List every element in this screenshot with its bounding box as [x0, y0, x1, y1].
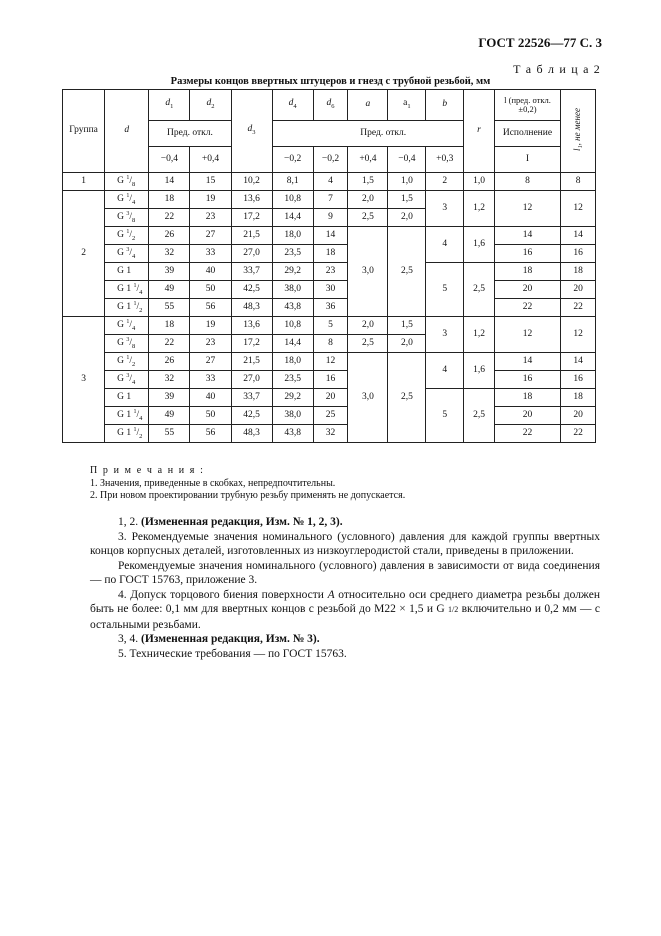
header-d2-text: d: [206, 98, 212, 109]
cell-l1: 22: [561, 299, 596, 317]
cell-b: 3: [426, 191, 464, 227]
table-row: [63, 281, 596, 299]
thread-base: G: [117, 229, 124, 240]
cell-d3: 13,6: [231, 317, 272, 335]
table-row: [63, 263, 596, 281]
pred-otkl-1: Пред. откл.: [149, 121, 231, 147]
cell-a: 2,0: [348, 191, 388, 209]
thread-cell: [105, 407, 149, 425]
thread-numerator: 1: [126, 228, 130, 235]
body-text: [90, 515, 600, 661]
cell-d3: 48,3: [231, 425, 272, 443]
header-a: a: [348, 90, 388, 121]
cell-l: 22: [494, 425, 560, 443]
cell-d4: 43,8: [272, 425, 313, 443]
cell-r: 1,2: [464, 191, 495, 227]
p4-part-a: 4. Допуск торцового биения поверхности: [118, 588, 328, 601]
cell-d4: 14,4: [272, 209, 313, 227]
thread-base: G: [117, 355, 124, 366]
cell-d3: 42,5: [231, 407, 272, 425]
thread-numerator: 1: [126, 354, 130, 361]
cell-d3: 17,2: [231, 209, 272, 227]
cell-d4: 23,5: [272, 371, 313, 389]
cell-d4: 18,0: [272, 227, 313, 245]
cell-d2: 19: [190, 317, 231, 335]
thread-base: G: [117, 247, 124, 258]
cell-d6: 8: [313, 335, 348, 353]
p1-edit-note: (Измененная редакция, Изм. № 1, 2, 3).: [141, 516, 343, 528]
cell-l1: 12: [561, 317, 596, 353]
header-d: d: [105, 90, 149, 173]
thread-cell: [105, 317, 149, 335]
note-2: 2. При новом проектировании трубную резьбу применять не допускается.: [90, 490, 406, 501]
cell-d4: 14,4: [272, 335, 313, 353]
thread-cell: [105, 425, 149, 443]
thread-denominator: 4: [132, 378, 136, 386]
thread-base: G: [117, 193, 124, 204]
notes: [90, 465, 405, 503]
cell-l1: 18: [561, 389, 596, 407]
header-d3: $d_3$: [231, 90, 272, 173]
thread-slash: /: [129, 229, 133, 240]
cell-d2: 27: [190, 353, 231, 371]
cell-l1: 14: [561, 353, 596, 371]
header-d1-text: d: [165, 98, 171, 109]
cell-l: 12: [494, 317, 560, 353]
cell-d2: 40: [190, 389, 231, 407]
thread-denominator: 8: [132, 216, 136, 224]
thread-cell: [105, 173, 149, 191]
cell-d3: 17,2: [231, 335, 272, 353]
cell-d1: 14: [149, 173, 190, 191]
cell-d6: 9: [313, 209, 348, 227]
thread-denominator: 4: [132, 324, 136, 332]
cell-d1: 18: [149, 317, 190, 335]
cell-b: 5: [426, 263, 464, 317]
thread-cell: [105, 227, 149, 245]
table-row: [63, 191, 596, 209]
thread-numerator: 3: [126, 210, 130, 217]
thread-slash: /: [136, 283, 140, 294]
cell-d6: 4: [313, 173, 348, 191]
header-b: b: [426, 90, 464, 121]
thread-numerator: 3: [126, 336, 130, 343]
table-row: [63, 317, 596, 335]
cell-d6: 25: [313, 407, 348, 425]
cell-d1: 55: [149, 299, 190, 317]
table-row: [63, 245, 596, 263]
cell-l: 14: [494, 353, 560, 371]
paragraph-1: [90, 515, 600, 530]
cell-a: 2,5: [348, 209, 388, 227]
header-a1-text: a: [403, 98, 408, 109]
cell-a: 3,0: [348, 353, 388, 443]
cell-d1: 32: [149, 371, 190, 389]
cell-l: 18: [494, 389, 560, 407]
cell-d6: 18: [313, 245, 348, 263]
pred-otkl-2: Пред. откл.: [272, 121, 494, 147]
cell-d1: 39: [149, 263, 190, 281]
cell-b: 4: [426, 227, 464, 263]
cell-d3: 27,0: [231, 371, 272, 389]
header-d3-text: d: [247, 124, 253, 135]
thread-numerator: 1: [133, 282, 137, 289]
thread-cell: [105, 299, 149, 317]
table-row: [63, 173, 596, 191]
cell-d2: 56: [190, 425, 231, 443]
ispolnenie-header: Исполнение: [494, 121, 560, 147]
thread-slash: /: [136, 301, 140, 312]
cell-d3: 33,7: [231, 389, 272, 407]
cell-d2: 19: [190, 191, 231, 209]
thread-cell: [105, 245, 149, 263]
cell-d2: 56: [190, 299, 231, 317]
paragraph-5: [90, 632, 600, 647]
cell-a1: 2,0: [388, 209, 426, 227]
group-cell: 2: [63, 191, 105, 317]
cell-r: 1,6: [464, 353, 495, 389]
cell-d4: 23,5: [272, 245, 313, 263]
table-row: [63, 299, 596, 317]
cell-d2: 50: [190, 407, 231, 425]
cell-d6: 7: [313, 191, 348, 209]
cell-d1: 49: [149, 407, 190, 425]
cell-d4: 29,2: [272, 389, 313, 407]
cell-l: 12: [494, 191, 560, 227]
thread-numerator: 3: [126, 372, 130, 379]
thread-cell: [105, 371, 149, 389]
group-cell: 3: [63, 317, 105, 443]
thread-numerator: 1: [133, 426, 137, 433]
cell-d6: 30: [313, 281, 348, 299]
cell-d4: 43,8: [272, 299, 313, 317]
cell-a1: 1,0: [388, 173, 426, 191]
cell-d2: 33: [190, 245, 231, 263]
tol-a1: −0,4: [388, 147, 426, 173]
cell-d4: 18,0: [272, 353, 313, 371]
thread-cell: [105, 353, 149, 371]
header-l: l (пред. откл. ±0,2): [494, 90, 560, 121]
cell-a1: 1,5: [388, 317, 426, 335]
thread-numerator: 1: [133, 408, 137, 415]
thread-denominator: 4: [132, 198, 136, 206]
cell-d4: 8,1: [272, 173, 313, 191]
cell-d6: 20: [313, 389, 348, 407]
header-a1: $a_1$: [388, 90, 426, 121]
thread-base: G 1: [117, 301, 132, 312]
cell-a1: 2,5: [388, 227, 426, 317]
thread-base: G: [117, 175, 124, 186]
cell-d6: 23: [313, 263, 348, 281]
cell-l: 20: [494, 281, 560, 299]
cell-d2: 23: [190, 335, 231, 353]
cell-l: 20: [494, 407, 560, 425]
cell-d3: 21,5: [231, 353, 272, 371]
table-row: [63, 371, 596, 389]
thread-base: G: [117, 337, 124, 348]
thread-denominator: 8: [132, 342, 136, 350]
cell-d6: 36: [313, 299, 348, 317]
thread-cell: [105, 281, 149, 299]
cell-d4: 38,0: [272, 281, 313, 299]
tol-d1: −0,4: [149, 147, 190, 173]
thread-numerator: 1: [126, 318, 130, 325]
cell-a1: 2,5: [388, 353, 426, 443]
thread-denominator: 2: [139, 306, 143, 314]
thread-base: G 1: [117, 283, 132, 294]
p4-fraction: 1/2: [448, 605, 459, 614]
thread-denominator: 2: [139, 432, 143, 440]
cell-d1: 39: [149, 389, 190, 407]
p4-surface-a: А: [327, 588, 335, 601]
cell-d4: 10,8: [272, 317, 313, 335]
cell-l: 8: [494, 173, 560, 191]
table-body: [63, 173, 596, 443]
cell-r: 1,6: [464, 227, 495, 263]
cell-a: 2,0: [348, 317, 388, 335]
cell-a: 2,5: [348, 335, 388, 353]
paragraph-3: Рекомендуемые значения номинального (условного) давления в зависимости от вида соединения — по ГОСТ 15763, приложение 3.: [90, 559, 600, 586]
header-r: r: [464, 90, 495, 173]
thread-slash: /: [136, 427, 140, 438]
thread-slash: /: [129, 355, 133, 366]
cell-r: 2,5: [464, 389, 495, 443]
cell-a1: 1,5: [388, 191, 426, 209]
dimensions-table: [62, 89, 596, 443]
thread-numerator: 3: [126, 246, 130, 253]
cell-d6: 5: [313, 317, 348, 335]
note-1: 1. Значения, приведенные в скобках, непредпочтительны.: [90, 477, 336, 489]
cell-d1: 49: [149, 281, 190, 299]
thread-denominator: 2: [132, 234, 136, 242]
p4-part-b: относительно оси среднего диаметра резьбы должен быть не более: 0,1 мм для ввертных концов с резьбой до М22 × 1,5 и G: [90, 588, 600, 615]
cell-l: 22: [494, 299, 560, 317]
thread-slash: /: [129, 247, 133, 258]
header-l1: [561, 90, 596, 173]
p5-number: 3, 4.: [118, 633, 141, 645]
cell-l1: 8: [561, 173, 596, 191]
thread-base: G 1: [117, 409, 132, 420]
cell-d3: 42,5: [231, 281, 272, 299]
cell-b: 3: [426, 317, 464, 353]
cell-d2: 40: [190, 263, 231, 281]
cell-d3: 21,5: [231, 227, 272, 245]
header-d1: $d_1$: [149, 90, 190, 121]
cell-a: 3,0: [348, 227, 388, 317]
paragraph-4: [90, 588, 600, 633]
cell-d3: 48,3: [231, 299, 272, 317]
thread-base: G 1: [117, 265, 132, 276]
thread-slash: /: [129, 337, 133, 348]
cell-d2: 23: [190, 209, 231, 227]
cell-d3: 27,0: [231, 245, 272, 263]
cell-d1: 26: [149, 227, 190, 245]
thread-slash: /: [129, 175, 133, 186]
cell-l1: 20: [561, 407, 596, 425]
thread-cell: [105, 335, 149, 353]
cell-l1: 16: [561, 245, 596, 263]
table-row: [63, 227, 596, 245]
cell-l1: 16: [561, 371, 596, 389]
cell-d3: 33,7: [231, 263, 272, 281]
cell-d4: 29,2: [272, 263, 313, 281]
notes-title: П р и м е ч а н и я :: [90, 465, 205, 476]
thread-base: G: [117, 211, 124, 222]
thread-slash: /: [129, 319, 133, 330]
cell-d4: 38,0: [272, 407, 313, 425]
cell-l: 18: [494, 263, 560, 281]
cell-l1: 20: [561, 281, 596, 299]
thread-cell: [105, 263, 149, 281]
thread-cell: [105, 389, 149, 407]
ispolnenie-value: I: [494, 147, 560, 173]
thread-slash: /: [129, 193, 133, 204]
thread-base: G: [117, 373, 124, 384]
tol-a: +0,4: [348, 147, 388, 173]
tol-b: +0,3: [426, 147, 464, 173]
header-d6: $d_6$: [313, 90, 348, 121]
group-cell: 1: [63, 173, 105, 191]
table-row: [63, 353, 596, 371]
p4-part-c: включительно и 0,2 мм — с остальными резьбами.: [90, 603, 600, 631]
table-row: [63, 407, 596, 425]
cell-b: 4: [426, 353, 464, 389]
cell-d1: 55: [149, 425, 190, 443]
cell-d2: 27: [190, 227, 231, 245]
cell-l: 14: [494, 227, 560, 245]
tol-d2: +0,4: [190, 147, 231, 173]
cell-d1: 18: [149, 191, 190, 209]
thread-slash: /: [136, 409, 140, 420]
cell-d6: 12: [313, 353, 348, 371]
cell-r: 1,0: [464, 173, 495, 191]
paragraph-6: 5. Технические требования — по ГОСТ 15763.: [118, 647, 347, 660]
cell-d6: 16: [313, 371, 348, 389]
header-d2: $d_2$: [190, 90, 231, 121]
thread-denominator: 2: [132, 360, 136, 368]
cell-a1: 2,0: [388, 335, 426, 353]
cell-b: 2: [426, 173, 464, 191]
cell-d4: 10,8: [272, 191, 313, 209]
page-header: ГОСТ 22526—77 С. 3: [478, 35, 602, 50]
cell-r: 2,5: [464, 263, 495, 317]
cell-l1: 22: [561, 425, 596, 443]
header-d6-text: d: [326, 98, 332, 109]
tol-d4: −0,2: [272, 147, 313, 173]
header-d4-text: d: [288, 98, 294, 109]
thread-denominator: 4: [139, 414, 143, 422]
cell-d1: 32: [149, 245, 190, 263]
header-group: Группа: [63, 90, 105, 173]
thread-cell: [105, 209, 149, 227]
cell-l: 16: [494, 245, 560, 263]
thread-base: G 1: [117, 391, 132, 402]
table-title: Размеры концов ввертных штуцеров и гнезд с трубной резьбой, мм: [170, 76, 491, 87]
thread-numerator: 1: [126, 192, 130, 199]
paragraph-2: 3. Рекомендуемые значения номинального (условного) давления для каждой группы ввертных концов корпусных деталей, изготовленных из низкоуглеродистой стали, приведены в приложении.: [90, 530, 600, 557]
cell-b: 5: [426, 389, 464, 443]
cell-l: 16: [494, 371, 560, 389]
cell-d3: 13,6: [231, 191, 272, 209]
cell-d1: 26: [149, 353, 190, 371]
thread-numerator: 1: [133, 300, 137, 307]
cell-d1: 22: [149, 209, 190, 227]
cell-d2: 33: [190, 371, 231, 389]
cell-d3: 10,2: [231, 173, 272, 191]
cell-a: 1,5: [348, 173, 388, 191]
thread-slash: /: [129, 373, 133, 384]
cell-l1: 14: [561, 227, 596, 245]
table-label: Т а б л и ц а 2: [513, 62, 601, 76]
cell-d6: 32: [313, 425, 348, 443]
thread-denominator: 8: [132, 180, 136, 188]
thread-base: G 1: [117, 427, 132, 438]
thread-base: G: [117, 319, 124, 330]
cell-l1: 12: [561, 191, 596, 227]
header-d4: $d_4$: [272, 90, 313, 121]
p5-edit-note: (Измененная редакция, Изм. № 3).: [141, 633, 320, 645]
p1-number: 1, 2.: [118, 516, 141, 528]
thread-cell: [105, 191, 149, 209]
cell-d1: 22: [149, 335, 190, 353]
thread-denominator: 4: [132, 252, 136, 260]
cell-r: 1,2: [464, 317, 495, 353]
cell-d2: 15: [190, 173, 231, 191]
cell-d6: 14: [313, 227, 348, 245]
cell-l1: 18: [561, 263, 596, 281]
table-row: [63, 425, 596, 443]
table-row: [63, 389, 596, 407]
thread-numerator: 1: [126, 174, 130, 181]
header-l1-text: l₁, не менее: [572, 107, 583, 151]
tol-d6: −0,2: [313, 147, 348, 173]
cell-d2: 50: [190, 281, 231, 299]
thread-slash: /: [129, 211, 133, 222]
thread-denominator: 4: [139, 288, 143, 296]
